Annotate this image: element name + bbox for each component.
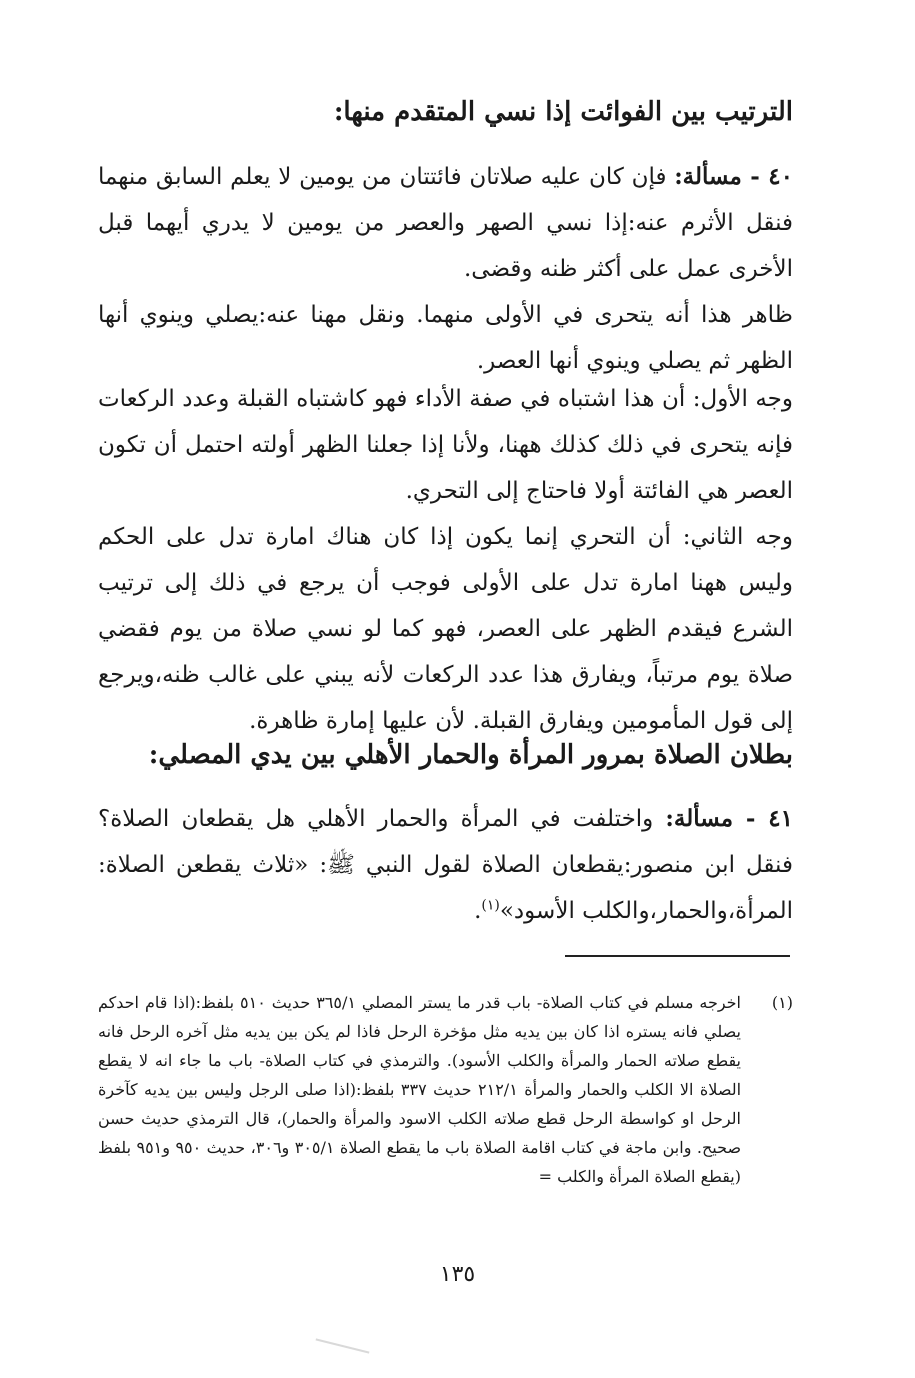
section-heading-missed-prayers: الترتيب بين الفوائت إذا نسي المتقدم منها: <box>333 97 793 127</box>
issue-text: فإن كان عليه صلاتان فائتتان من يومين لا يعلم السابق منهما فنقل الأثرم عنه:إذا نسي الصهر والعصر من يومين لا يدري أيهما قبل الأخرى عمل على أكثر ظنه وقضى. <box>98 164 793 282</box>
paragraph-issue-40 <box>98 154 793 292</box>
footnote-reference: (١) <box>481 897 500 914</box>
footnote-separator <box>565 955 790 957</box>
scan-artifact <box>316 1338 370 1353</box>
sentence-end: . <box>474 898 482 924</box>
paragraph-issue-41 <box>98 796 793 934</box>
footnote <box>98 988 793 1191</box>
page-number: ١٣٥ <box>439 1262 476 1287</box>
issue-text: واختلفت في المرأة والحمار الأهلي هل يقطعان الصلاة؟ <box>98 806 666 832</box>
paragraph-second-view: وجه الثاني: أن التحري إنما يكون إذا كان هناك امارة تدل على الحكم وليس ههنا امارة تدل على الأولى فوجب أن يرجع في ذلك إلى ترتيب الشرع فيقدم الظهر على العصر، فهو كما لو نسي صلاة من يوم فقضي صلاة يوم مرتباً، ويفارق هذا عدد الركعات لأنه يبني على غالب ظنه،ويرجع إلى قول المأمومين ويفارق القبلة. لأن عليها إمارة ظاهرة. <box>98 524 793 734</box>
issue-number-label: ٤١ - مسألة: <box>665 805 793 832</box>
paragraph-first-view: وجه الأول: أن هذا اشتباه في صفة الأداء فهو كاشتباه القبلة وعدد الركعات فإنه يتحرى في ذلك كذلك ههنا، ولأنا إذا جعلنا الظهر أولته احتمل أن تكون العصر هي الفائتة أولا فاحتاج إلى التحري. <box>98 386 793 504</box>
footnote-marker: (١) <box>771 993 793 1012</box>
issue-number-label: ٤٠ - مسألة: <box>674 163 793 190</box>
hadith-quote: فنقل ابن منصور:يقطعان الصلاة لقول النبي ﷺ: «ثلاث يقطعن الصلاة: المرأة،والحمار،والكلب الأسود» <box>98 852 793 924</box>
section-heading-prayer-invalidation: بطلان الصلاة بمرور المرأة والحمار الأهلي بين يدي المصلي: <box>148 740 793 770</box>
paragraph-apparent-meaning: ظاهر هذا أنه يتحرى في الأولى منهما. ونقل مهنا عنه:يصلي وينوي أنها الظهر ثم يصلي وينوي أنها العصر. <box>98 302 793 374</box>
footnote-text: اخرجه مسلم في كتاب الصلاة- باب قدر ما يستر المصلي ٣٦٥/١ حديث ٥١٠ بلفظ:(اذا قام احدكم يصلي فانه يستره اذا كان بين يديه مثل مؤخرة الرحل فاذا لم يكن بين يديه مثل آخره الرحل فانه يقطع صلاته الحمار والمرأة والكلب الأسود). والترمذي في كتاب الصلاة- باب ما جاء انه لا يقطع الصلاة الا الكلب والحمار والمرأة ٢١٢/١ حديث ٣٣٧ بلفظ:(اذا صلى الرجل وليس بين يديه كآخرة الرحل او كواسطة الرحل قطع صلاته الكلب الاسود والمرأة والحمار)، قال الترمذي حديث حسن صحيح. وابن ماجة في كتاب اقامة الصلاة باب ما يقطع الصلاة ٣٠٥/١ و٣٠٦، حديث ٩٥٠ و٩٥١ بلفظ (يقطع الصلاة المرأة والكلب = <box>98 993 742 1186</box>
